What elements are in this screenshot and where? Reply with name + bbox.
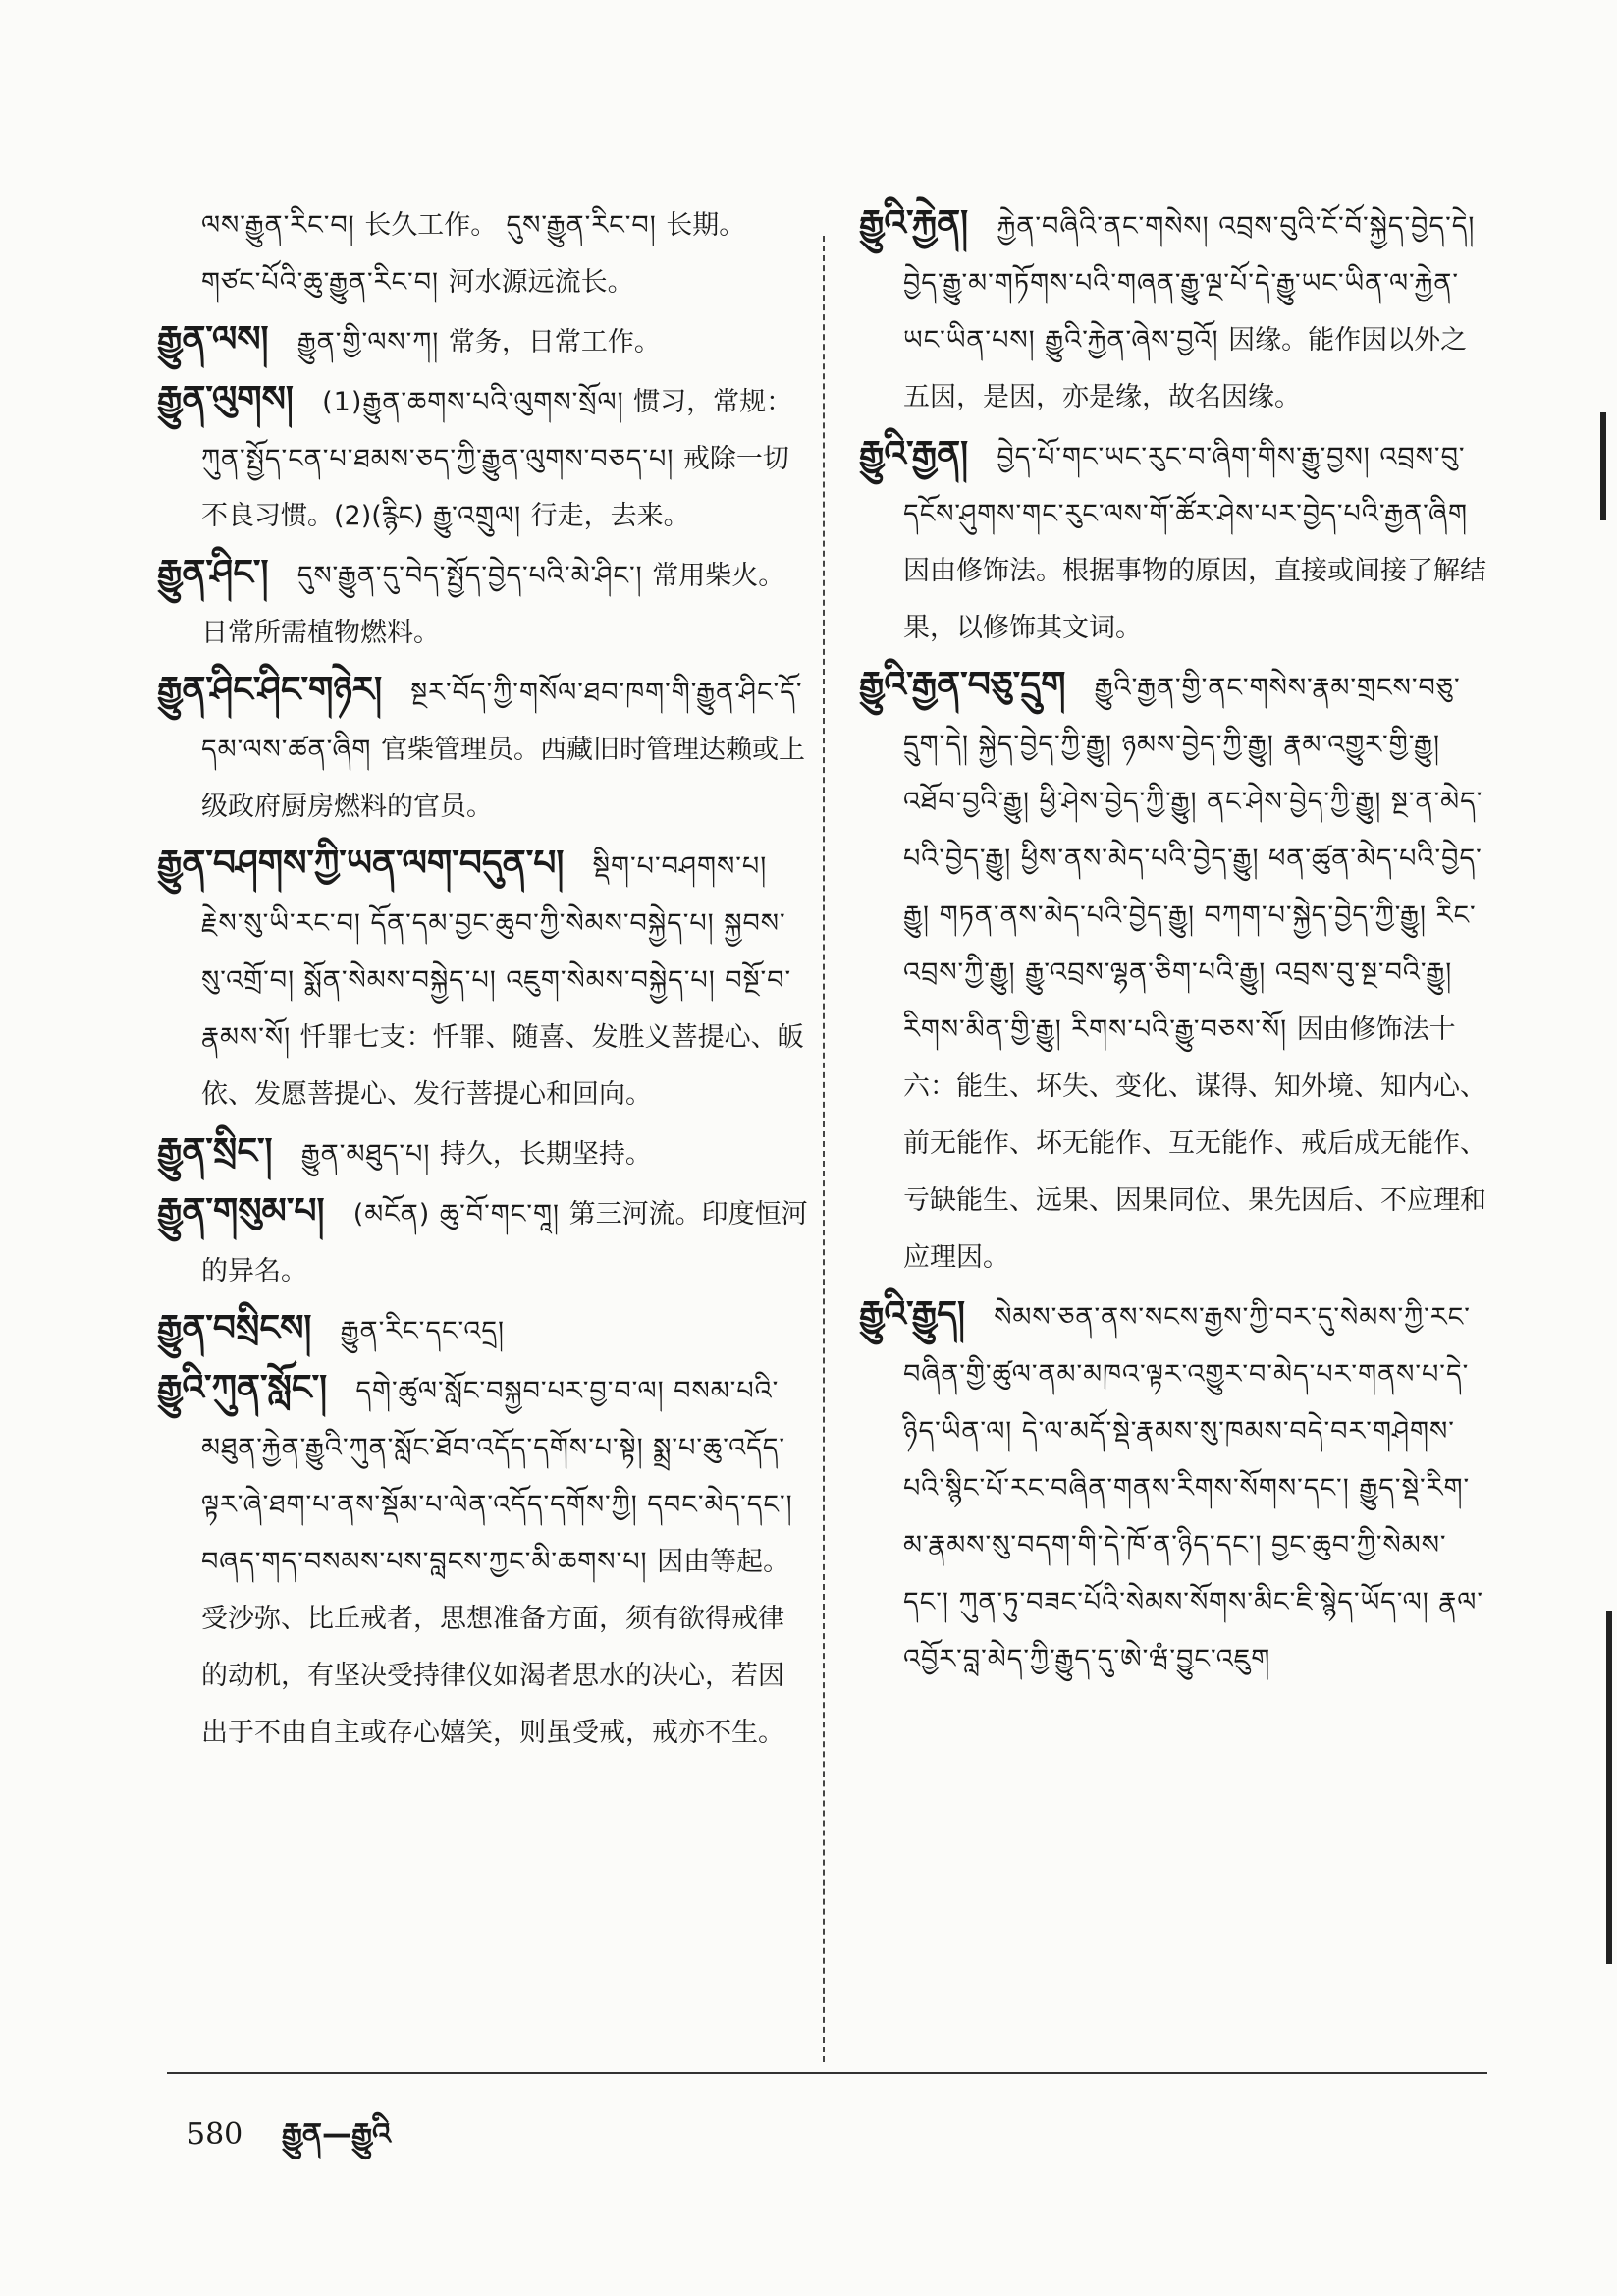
headword: རྒྱུན་གསུམ་པ།	[157, 1191, 325, 1231]
page-number: 580	[187, 2117, 243, 2152]
entry-chinese: 持久，长期坚持。	[439, 1139, 652, 1170]
entry-tibetan: ཀུན་སྤྱོད་ངན་པ་ཐམས་ཅད་ཀྱི་རྒྱུན་ལུགས་བཅད་པ།	[201, 444, 683, 474]
right-column	[859, 196, 1492, 1689]
footer-rule	[167, 2072, 1487, 2074]
entry-3	[157, 546, 810, 661]
entry-chinese: 常用柴火。日常所需植物燃料。	[201, 561, 785, 648]
entry-chinese: 忏罪七支：忏罪、随喜、发胜义菩提心、皈依、发愿菩提心、发行菩提心和回向。	[201, 1022, 804, 1110]
entry-chinese: 行走，去来。	[530, 501, 690, 531]
entry-tibetan: བྱེད་པོ་གང་ཡང་རུང་བ་ཞིག་གིས་རྒྱུ་བྱས། འབྲས་བུ་དངོས་ཤུགས་གང་རུང་ལས་གོ་ཚོར་ཤེས་པར་བྱེད་པའི་རྒྱན་ཞིག	[903, 442, 1468, 529]
entry-r0	[859, 196, 1492, 425]
entry-tibetan: དགེ་ཚུལ་སློང་བསྐྱབ་པར་བྱ་བ་ལ། བསམ་པའི་མཐུན་རྐྱེན་རྒྱུའི་ཀུན་སློང་ཐོབ་འདོད་དགོས་པ་སྟེ། སྨྲ་པ་ཆུ་འདོད་ལྟར་ཞེ་ཐག་པ་ནས་སྡོམ་པ་ལེན་འདོད་དགོས་ཀྱི། དབང་མེད་དང་། བཞད་གད་བསམས་པས་བླངས་ཀྱང་མི་ཆགས་པ།	[201, 1376, 793, 1577]
entry-tibetan: ལས་རྒྱུན་རིང་བ།	[201, 210, 365, 241]
entry-8	[157, 1301, 810, 1359]
headword: རྒྱུན་ལས།	[157, 319, 269, 359]
entry-tibetan: རྒྱུན་རིང་དང་འདྲ།	[340, 1316, 506, 1346]
headword: རྒྱུན་ཤིང་།	[157, 553, 269, 593]
entry-5	[157, 837, 810, 1122]
entry-chinese: 因由修饰法。根据事物的原因，直接或间接了解结果，以修饰其文词。	[903, 556, 1486, 643]
entry-chinese: 因由修饰法十六：能生、坏失、变化、谋得、知外境、知内心、前无能作、坏无能作、互无能作、戒后成无能作、亏缺能生、远果、因果同位、果先因后、不应理和应理因。	[903, 1014, 1486, 1273]
entry-9	[157, 1361, 810, 1761]
headword: རྒྱུའི་རྒྱུད།	[859, 1294, 965, 1335]
headword: རྒྱུན་སྲིང་།	[157, 1131, 273, 1172]
entry-tibetan: དུས་རྒྱུན་རིང་བ།	[506, 210, 667, 241]
entry-chinese: 惯习，常规：	[633, 387, 793, 417]
entry-chinese: 戒除一切不良习惯。(2)(རྙིང)	[201, 444, 789, 531]
entry-6	[157, 1124, 810, 1182]
entry-tibetan: རྒྱུན་མཐུད་པ།	[300, 1139, 440, 1170]
headword: རྒྱུའི་རྒྱན།	[859, 434, 969, 474]
entry-7	[157, 1184, 810, 1299]
page-footer	[187, 2102, 391, 2184]
scan-edge-mark	[1600, 412, 1606, 520]
column-divider	[823, 236, 827, 2062]
entry-tibetan: རྒྱུ་འགྲུལ།	[432, 501, 531, 531]
entry-chinese: 常务，日常工作。	[448, 327, 661, 357]
entry-1	[157, 312, 810, 370]
scan-edge-mark	[1606, 1611, 1612, 1964]
entry-tibetan: རྒྱུན་གྱི་ལས་ཀ།	[296, 327, 449, 357]
entry-tibetan: རྒྱུའི་རྒྱན་གྱི་ནང་གསེས་རྣམ་གྲངས་བཅུ་དྲུག་དེ། སྐྱེད་བྱེད་ཀྱི་རྒྱུ། ཉམས་བྱེད་ཀྱི་རྒྱུ། རྣམ་འགྱུར་གྱི་རྒྱུ། འཐོབ་བྱའི་རྒྱུ། ཕྱི་ཤེས་བྱེད་ཀྱི་རྒྱུ། ནང་ཤེས་བྱེད་ཀྱི་རྒྱུ། སྔ་ན་མེད་པའི་བྱེད་རྒྱུ། ཕྱིས་ནས་མེད་པའི་བྱེད་རྒྱུ། ཕན་ཚུན་མེད་པའི་བྱེད་རྒྱུ། གཏན་ནས་མེད་པའི་བྱེད་རྒྱུ། བཀག་པ་སྐྱེད་བྱེད་ཀྱི་རྒྱུ། རིང་འབྲས་ཀྱི་རྒྱུ། རྒྱུ་འབྲས་ལྷན་ཅིག་པའི་རྒྱུ། འབྲས་བུ་སྔ་བའི་རྒྱུ། རིགས་མིན་གྱི་རྒྱུ། རིགས་པའི་རྒྱུ་བཅས་སོ།	[903, 673, 1483, 1045]
entry-r2	[859, 658, 1492, 1285]
entry-chinese: 官柴管理员。西藏旧时管理达赖或上级政府厨房燃料的官员。	[201, 735, 805, 822]
entry-chinese: 河水源远流长。	[448, 267, 634, 298]
headword: རྒྱུའི་རྐྱེན།	[859, 203, 969, 244]
entry-tibetan: (1)རྒྱུན་ཆགས་པའི་ལུགས་སྲོལ།	[322, 387, 634, 417]
headword: རྒྱུན་ལུགས།	[157, 379, 294, 419]
entry-chinese: 第三河流。印度恒河的异名。	[201, 1199, 808, 1286]
entry-tibetan: དུས་རྒྱུན་དུ་བེད་སྤྱོད་བྱེད་པའི་མེ་ཤིང་།	[296, 561, 653, 591]
entry-chinese: 长久工作。	[364, 210, 498, 241]
entry-tibetan: རྐྱེན་བཞིའི་ནང་གསེས། འབྲས་བུའི་ངོ་བོ་སྐྱེད་བྱེད་དེ། བྱེད་རྒྱུ་མ་གཏོགས་པའི་གཞན་རྒྱུ་ལྔ་པོ་དེ་རྒྱུ་ཡང་ཡིན་ལ་རྐྱེན་ཡང་ཡིན་པས། རྒྱུའི་རྐྱེན་ཞེས་བྱའོ།	[903, 211, 1476, 355]
page-range: རྒྱུན—རྒྱུའི	[281, 2117, 391, 2152]
entry-chinese: 因缘。能作因以外之五因，是因，亦是缘，故名因缘。	[903, 325, 1468, 412]
entry-chinese: 因由等起。受沙弥、比丘戒者，思想准备方面，须有欲得戒律的动机，有坚决受持律仪如渴者思水的决心，若因出于不由自主或存心嬉笑，则虽受戒，戒亦不生。	[201, 1547, 790, 1748]
headword: རྒྱུན་བསྲིངས།	[157, 1308, 312, 1348]
left-column	[157, 196, 810, 1763]
entry-4	[157, 663, 810, 835]
entry-tibetan: སེམས་ཅན་ནས་སངས་རྒྱས་ཀྱི་བར་དུ་སེམས་ཀྱི་རང་བཞིན་གྱི་ཚུལ་ནམ་མཁའ་ལྟར་འགྱུར་བ་མེད་པར་གནས་པ་དེ་ཉིད་ཡིན་ལ། དེ་ལ་མདོ་སྡེ་རྣམས་སུ་ཁམས་བདེ་བར་གཤེགས་པའི་སྙིང་པོ་རང་བཞིན་གནས་རིགས་སོགས་དང་། རྒྱུད་སྡེ་རིག་མ་རྣམས་སུ་བདག་གི་དེ་ཁོ་ན་ཉིད་དང་། བྱང་ཆུབ་ཀྱི་སེམས་དང་། ཀུན་ཏུ་བཟང་པོའི་སེམས་སོགས་མིང་ཇི་སྙེད་ཡོད་ལ། རྣལ་འབྱོར་བླ་མེད་ཀྱི་རྒྱུད་དུ་ཨེ་ཝཾ་བྱུང་འཇུག	[903, 1302, 1484, 1674]
headword: རྒྱུན་བཤགས་ཀྱི་ཡན་ལག་བདུན་པ།	[157, 844, 565, 884]
entry-0	[201, 196, 810, 310]
entry-chinese: 长期。	[666, 210, 746, 241]
entry-2	[157, 372, 810, 544]
entry-tibetan: སྡིག་པ་བཤགས་པ། རྗེས་སུ་ཡི་རང་བ། དོན་དམ་བྱང་ཆུབ་ཀྱི་སེམས་བསྐྱེད་པ། སྐྱབས་སུ་འགྲོ་བ། སྨོན་སེམས་བསྐྱེད་པ། འཇུག་སེམས་བསྐྱེད་པ། བསྔོ་བ་རྣམས་སོ།	[201, 851, 792, 1053]
headword: རྒྱུན་ཤིང་ཤིང་གཉེར།	[157, 670, 383, 710]
entry-r3	[859, 1287, 1492, 1687]
entry-r1	[859, 427, 1492, 656]
entry-tibetan: གཙང་པོའི་ཆུ་རྒྱུན་རིང་བ།	[201, 267, 449, 298]
headword: རྒྱུའི་ཀུན་སློང་།	[157, 1368, 328, 1408]
entry-tibetan: (མངོན) ཆུ་བོ་གང་གཱ།	[352, 1199, 569, 1230]
headword: རྒྱུའི་རྒྱན་བཅུ་དྲུག	[859, 665, 1066, 705]
entry-tibetan: སྔར་བོད་ཀྱི་གསོལ་ཐབ་ཁག་གི་རྒྱུན་ཤིང་དོ་དམ་ལས་ཚན་ཞིག	[201, 678, 803, 765]
